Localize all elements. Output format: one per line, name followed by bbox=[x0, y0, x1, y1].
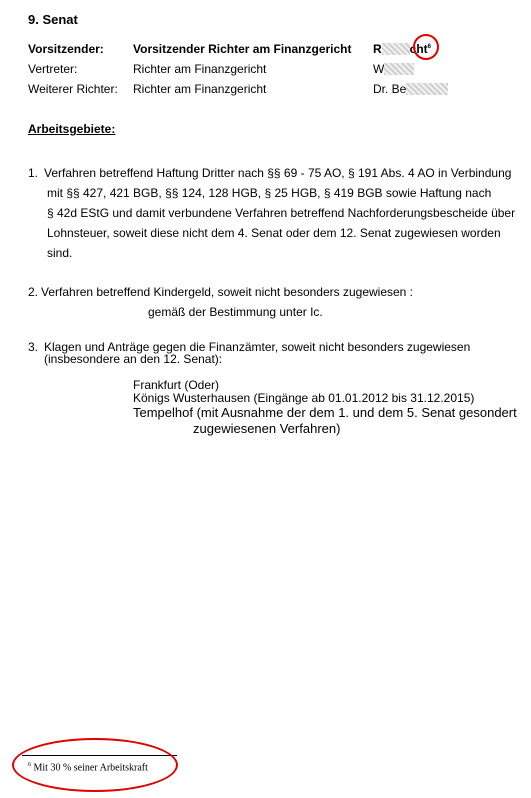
footnote-ref: 6 bbox=[427, 44, 432, 50]
item-number: 2. bbox=[28, 285, 39, 299]
member-name: W bbox=[373, 62, 414, 76]
item-1-line: § 42d EStG und damit verbundene Verfahren betreffend Nachforderungsbescheide über bbox=[47, 206, 516, 220]
footnote-text: Mit 30 % seiner Arbeitskraft bbox=[33, 762, 148, 774]
member-title: Richter am Finanzgericht bbox=[133, 82, 267, 96]
annotation-circle bbox=[413, 34, 439, 60]
item-1-line: sind. bbox=[47, 246, 73, 260]
member-name: R cht$^6$ bbox=[373, 42, 432, 56]
member-role: Vertreter: bbox=[28, 62, 78, 76]
item-1-line: Lohnsteuer, soweit diese nicht dem 4. Senat oder dem 12. Senat zugewiesen worden bbox=[47, 226, 501, 240]
areas-heading: Arbeitsgebiete: bbox=[28, 122, 116, 136]
footnote-mark: 6 bbox=[28, 762, 31, 768]
member-title: Richter am Finanzgericht bbox=[133, 62, 267, 76]
redaction-blur bbox=[406, 83, 448, 95]
redaction-blur bbox=[384, 63, 414, 75]
annotation-ellipse bbox=[12, 738, 178, 792]
office-item: Königs Wusterhausen (Eingänge ab 01.01.2012 bis 31.12.2015) bbox=[133, 391, 475, 405]
redaction-blur bbox=[382, 43, 410, 55]
office-item: Frankfurt (Oder) bbox=[133, 378, 220, 392]
item-number: 3. bbox=[28, 340, 39, 354]
item-2-subtext: gemäß der Bestimmung unter Ic. bbox=[148, 305, 323, 319]
item-3-line: (insbesondere an den 12. Senat): bbox=[44, 352, 223, 366]
section-title: 9. Senat bbox=[28, 12, 78, 27]
office-item: Tempelhof (mit Ausnahme der dem 1. und dem 5. Senat gesondert bbox=[133, 405, 517, 420]
item-number: 1. bbox=[28, 166, 39, 180]
member-name: Dr. Be bbox=[373, 82, 448, 96]
item-1-line: mit §§ 427, 421 BGB, §§ 124, 128 HGB, § 25 HGB, § 419 BGB sowie Haftung nach bbox=[47, 186, 492, 200]
member-role: Vorsitzender: bbox=[28, 42, 104, 56]
item-3-line: Klagen und Anträge gegen die Finanzämter, soweit nicht besonders zugewiesen bbox=[44, 340, 471, 354]
member-role: Weiterer Richter: bbox=[28, 82, 118, 96]
item-2-text: Verfahren betreffend Kindergeld, soweit nicht besonders zugewiesen : bbox=[41, 285, 414, 299]
office-item-continuation: zugewiesenen Verfahren) bbox=[193, 421, 341, 436]
item-1-line: Verfahren betreffend Haftung Dritter nach §§ 69 - 75 AO, § 191 Abs. 4 AO in Verbindung bbox=[44, 166, 512, 180]
member-title: Vorsitzender Richter am Finanzgericht bbox=[133, 42, 352, 56]
